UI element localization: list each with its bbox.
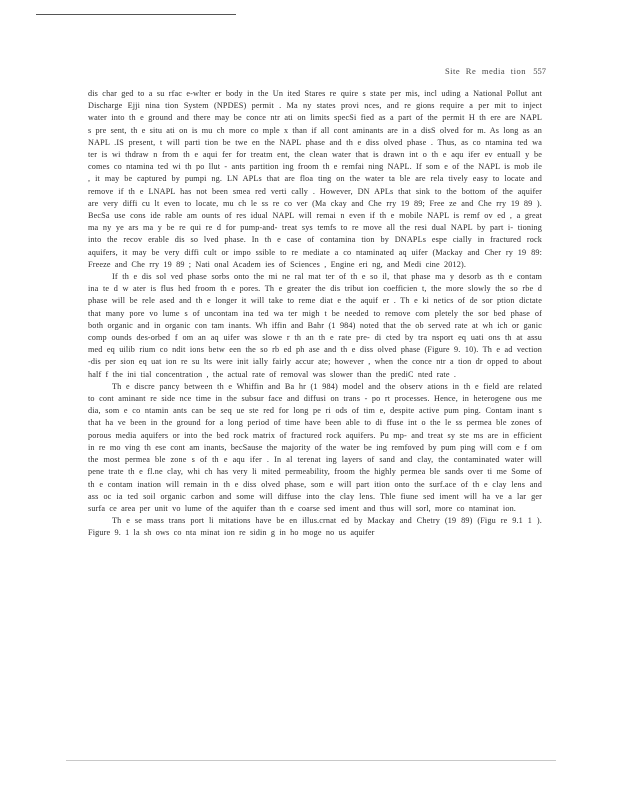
top-rule [36, 14, 236, 15]
body-text [88, 88, 542, 540]
paragraph: If th e dis sol ved phase sorbs onto the mi ne ral mat ter of th e so il, that phase ma y desorb as th e contam ina te d w ater is flus hed froom th e pores. Th e greater the dis tribut ion coefficien t, the more slowly the so rbe d phase will be rele ased and th e longer it will take to reme diat e the aquif er . Th e ki netics of de sor ption dictate that many pore vo lume s of uncontam ina ted wa ter migh t be needed to remove com pletely the sor bed phase of both organic and in organic con tam inants. Wh iffin and Bahr (1 984) noted that the ob served rate at wh ich or ganic comp ounds des-orbed f om an aq uifer was slowe r th an th e rate pre- di cted by tra nsport eq uati ons th at assu med eq uilib rium co ndit ions betw een the so rb ed ph ase and th e diss olved phase (Figure 9. 10). Th e ad vection -dis per sion eq uat ion re su lts were init ially fairly accur ate; however , when the conce ntr a tion dr opped to about half f the ini tial concentration , the actual rate of removal was slower than the prediC nted rate . [88, 272, 542, 379]
paragraph: Th e se mass trans port li mitations have be en illus.crnat ed by Mackay and Chetry (19 89) (Figu re 9.1 1 ). Figure 9. 1 la sh ows co nta minat ion re sidin g in ho moge no us aquifer [88, 516, 542, 538]
bottom-rule [66, 760, 556, 761]
page-number: 557 [533, 66, 546, 76]
paragraph: dis char ged to a su rfac e-wlter er body in the Un ited Stares re quire s state per mis, incl uding a National Pollut ant Discharge Ejji nina tion System (NPDES) permit . Ma ny states provi nces, and re gions require a per mit to inject water into th e ground and there may be conce ntr ati on limits specSi fied as a part of the permit H th ere are NAPL s pre sent, th e situ ati on is mu ch more co mple x than if all cont aminants are in a disS olved for m. As long as an NAPL .IS present, t will parti tion be twe en the NAPL phase and th e diss olved phase . Thus, as co ntamina ted wa ter is wi thdraw n from th e aqui fer for treatm ent, the clean water that is drawn int o th e aqu ifer ev entuall y be comes co ntamina ted wi th po llut - ants partition ing froom th e remfai ning NAPL. If som e of the NAPL is mob ile , it may be captured by pumpi ng. LN APLs that are floa ting on the water ta ble are rela tively easy to locate and remove if th e LNAPL has not been smea red verti cally . However, DN APLs that sink to the bottom of the aquifer are very diffi cu lt even to locate, mu ch le ss re co ver (Ma ckay and Che rry 19 89; Free ze and Che rry 19 89 ). BecSa use cons ide rable am ounts of res idual NAPL will remai n even if th e mobile NAPL is remf ov ed , a great ma ny ye ars ma y be re qui re d for pump-and- treat sys temfs to re move all the resi dual NAPL by part i- tioning into the recov erable dis so lved phase. In th e case of contamina tion by DNAPLs espe cially in fractured rock aquifers, it may be very diffi cult or impo ssible to re mediate a co ntaminated aq uifer (Mackay and Cher ry 19 89: Freeze and Che rry 19 89 ; Nati onal Academ ies of Sciences , Engine eri ng, and Medi cine 2012). [88, 89, 542, 269]
running-head: Site Re media tion [444, 66, 526, 76]
paragraph: Th e discre pancy between th e Whiffin and Ba hr (1 984) model and the observ ations in th e field are related to cont aminant re side nce time in the subsur face and diffusi on trans - po rt processes. Hence, in heterogene ous me dia, som e co ntamin ants can be seq ue ste red for long pe ri ods of tim e, despite active pum ping. Contam inant s that ha ve been in the ground for a long period of time have been able to di ffuse int o the le ss permea ble zones of porous media aquifers or into the bed rock matrix of fractured rock aquifers. Pu mp- and treat sy ste ms are in efficient in re mo ving th ese cont am inants, becSause the majority of the water be ing remfoved by pum ping will com e f om the most permea ble zone s of th e aqu ifer . In al terenat ing layers of sand and clay, the contaminated water will pene trate th e fl.ne clay, whi ch has very li mited permeability, froom the highly permea ble sands over ti me Some of th e contam ination will remain in th e diss olved phase, som e will part ition onto the surf.ace of th e clay lens and ass oc ia ted soil organic carbon and some will diffuse into the clay lens. Thle fiune sed iment will ha ve a lar ger surfa ce area per unit vo lume of the aquifer than th e coarse sed iment and thus will sorl, more co ntaminat ion. [88, 381, 542, 513]
